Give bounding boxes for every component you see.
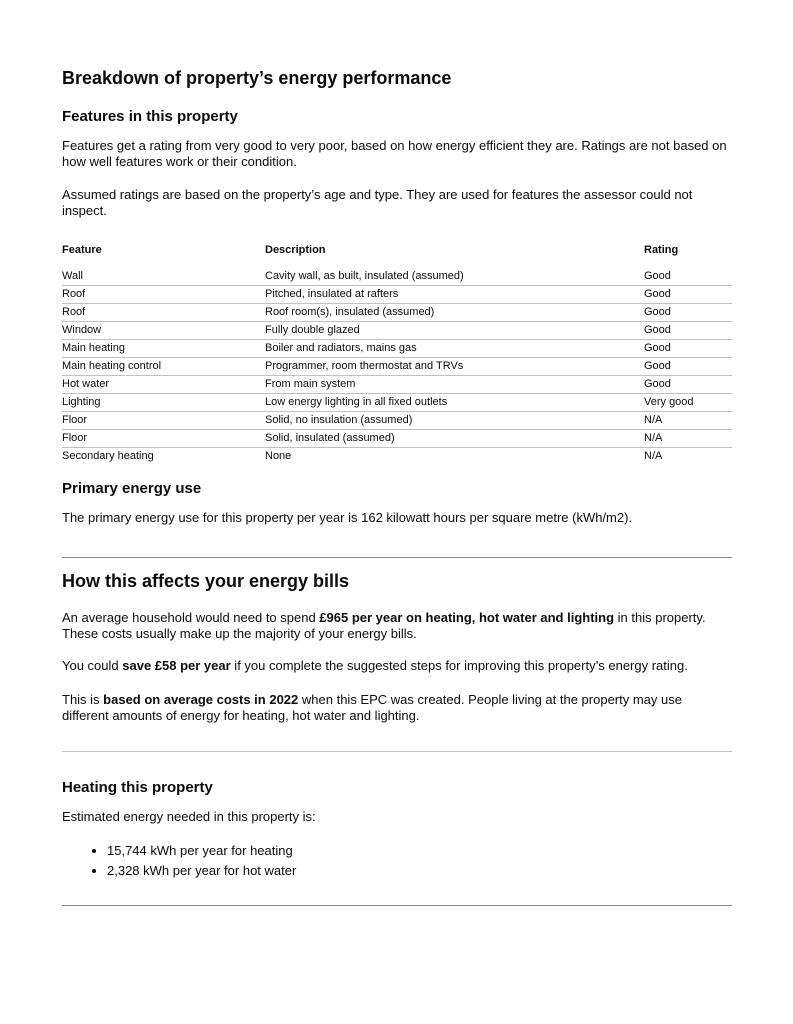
description-cell: Solid, no insulation (assumed) (265, 412, 644, 430)
subsection-divider (62, 751, 732, 752)
description-cell: Pitched, insulated at rafters (265, 286, 644, 304)
feature-cell: Secondary heating (62, 450, 154, 462)
rating-cell: Very good (644, 394, 732, 412)
bills-p3-text-after: when this EPC was created. People living at the property may use different amounts of energy for heating, hot water and lighting. (62, 692, 682, 723)
table-row (62, 376, 732, 394)
bills-title: How this affects your energy bills (62, 571, 350, 591)
feature-cell: Roof (62, 286, 265, 304)
section-divider (62, 557, 732, 558)
bills-p1-bold: £965 per year on heating, hot water and lighting (319, 610, 615, 625)
list-item: • 15,744 kWh per year for heating (107, 841, 296, 861)
feature-cell: Window (62, 322, 265, 340)
features-intro-1: Features get a rating from very good to very poor, based on how energy efficient they are. Ratings are not based on how well features work or their condition. (62, 138, 727, 169)
bills-p1-text-after: in this property. These costs usually make up the majority of your energy bills. (62, 610, 706, 641)
heating-intro: Estimated energy needed in this property is: (62, 809, 316, 824)
feature-cell: Main heating control (62, 358, 265, 376)
list-item: • 2,328 kWh per year for hot water (107, 861, 296, 881)
rating-cell: Good (644, 376, 732, 394)
bills-paragraph-3 (62, 692, 732, 724)
bills-paragraph-2 (62, 658, 732, 674)
table-row (62, 340, 732, 358)
description-cell: Roof room(s), insulated (assumed) (265, 304, 644, 322)
bills-p3-text: This is (62, 692, 104, 707)
bills-paragraph-1 (62, 610, 732, 642)
description-cell: Fully double glazed (265, 322, 644, 340)
header-feature: Feature (62, 244, 102, 256)
rating-cell: Good (644, 304, 732, 322)
bills-p1-text: An average household would need to spend (62, 610, 320, 625)
rating-cell: Good (644, 340, 732, 358)
primary-energy-heading: Primary energy use (62, 480, 202, 497)
energy-estimates-list (62, 841, 296, 881)
breakdown-title: Breakdown of property’s energy performance (62, 68, 452, 88)
feature-cell: Hot water (62, 376, 265, 394)
feature-cell: Floor (62, 430, 265, 448)
rating-cell: N/A (644, 430, 732, 448)
rating-cell: Good (644, 286, 732, 304)
rating-cell: Good (644, 322, 732, 340)
rating-cell: Good (644, 358, 732, 376)
header-description: Description (265, 244, 326, 256)
description-cell: None (265, 450, 292, 462)
rating-cell: N/A (644, 450, 663, 462)
primary-energy-text: The primary energy use for this property per year is 162 kilowatt hours per square metre (kWh/m2). (62, 510, 633, 525)
features-table (62, 241, 732, 465)
description-cell: From main system (265, 376, 644, 394)
bills-p2-text-after: if you complete the suggested steps for improving this property’s energy rating. (230, 658, 688, 673)
rating-cell: N/A (644, 412, 732, 430)
table-row (62, 304, 732, 322)
table-row (62, 358, 732, 376)
bills-p2-bold: save £58 per year (122, 658, 231, 673)
table-row (62, 322, 732, 340)
table-row (62, 268, 732, 286)
features-heading: Features in this property (62, 108, 238, 125)
header-rating: Rating (644, 244, 679, 256)
rating-cell: Good (644, 268, 732, 286)
table-row (62, 394, 732, 412)
table-row (62, 412, 732, 430)
description-cell: Programmer, room thermostat and TRVs (265, 358, 644, 376)
feature-cell: Roof (62, 304, 265, 322)
table-header-row (62, 241, 732, 268)
bills-p2-text: You could (62, 658, 123, 673)
section-divider-bottom (62, 905, 732, 906)
description-cell: Boiler and radiators, mains gas (265, 340, 644, 358)
feature-cell: Wall (62, 268, 265, 286)
table-row (62, 430, 732, 448)
table-row (62, 286, 732, 304)
feature-cell: Main heating (62, 340, 265, 358)
feature-cell: Floor (62, 412, 265, 430)
description-cell: Low energy lighting in all fixed outlets (265, 394, 644, 412)
description-cell: Cavity wall, as built, insulated (assumed) (265, 268, 644, 286)
description-cell: Solid, insulated (assumed) (265, 430, 644, 448)
table-row (62, 448, 732, 466)
feature-cell: Lighting (62, 394, 265, 412)
bills-p3-bold: based on average costs in 2022 (103, 692, 299, 707)
features-intro-2: Assumed ratings are based on the property’s age and type. They are used for features the assessor could not inspect. (62, 187, 693, 218)
heating-heading: Heating this property (62, 779, 213, 796)
